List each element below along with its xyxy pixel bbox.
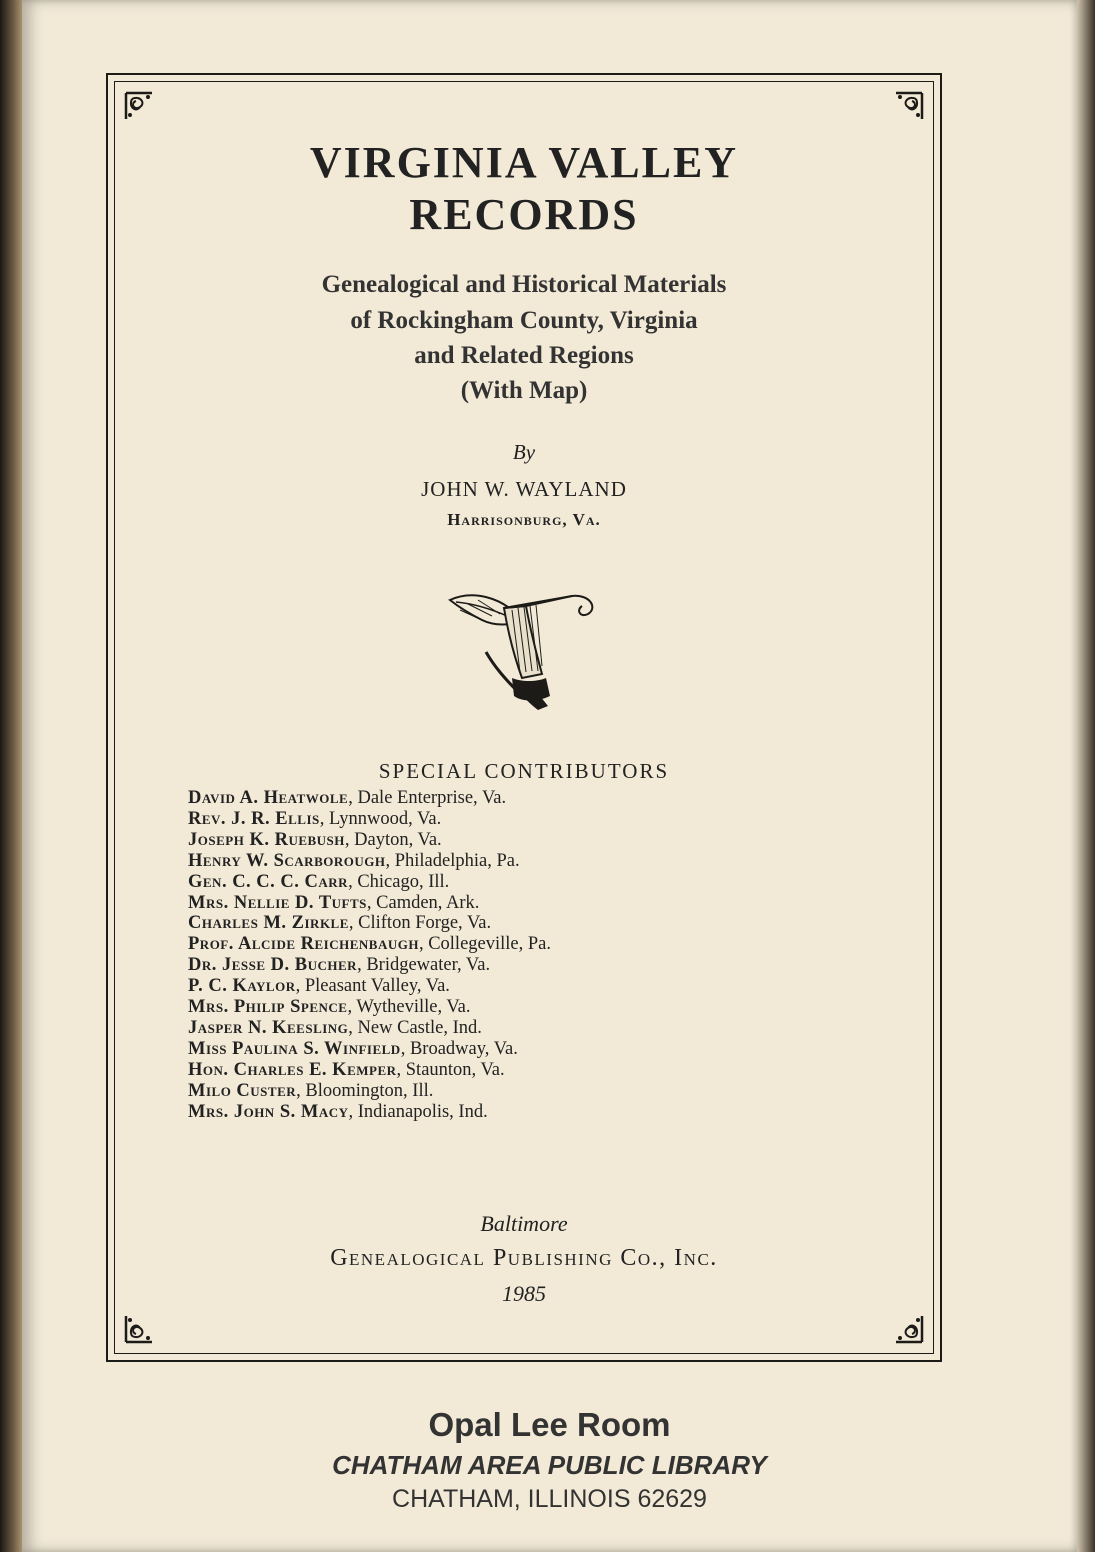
contributor-name: Milo Custer [188,1080,297,1101]
contributor-place: , Dayton, Va. [344,829,442,850]
corner-ornament-icon [884,89,926,131]
contributor-place: , Camden, Ark. [366,892,480,913]
contributor-name: Rev. J. R. Ellis [188,808,320,829]
imprint-year: 1985 [502,1281,546,1306]
book-spine [0,0,22,1552]
contributor-name: Jasper N. Keesling [188,1017,349,1038]
contributor-name: P. C. Kaylor [188,976,296,997]
contributor-entry [188,976,748,997]
contributors-list [188,788,748,1123]
contributor-entry [188,1060,748,1081]
contributor-place: , Dale Enterprise, Va. [348,788,507,808]
contributor-name: Miss Paulina S. Winfield [188,1038,401,1059]
contributor-name: Mrs. John S. Macy [188,1101,349,1122]
contributor-place: , Pleasant Valley, Va. [295,976,450,997]
contributors-heading: SPECIAL CONTRIBUTORS [378,759,670,783]
contributor-name: Mrs. Nellie D. Tufts [188,892,367,913]
stamp-address: CHATHAM, ILLINOIS 62629 [392,1485,707,1513]
contributor-entry [188,872,748,893]
author-name: JOHN W. WAYLAND [421,477,627,501]
contributor-place: , Bridgewater, Va. [357,955,491,976]
author-place: Harrisonburg, Va. [447,510,601,529]
imprint-publisher: Genealogical Publishing Co., Inc. [330,1245,718,1271]
book-title-line-1: VIRGINIA VALLEY [309,138,739,187]
contributor-entry [188,788,748,809]
contributor-name: Henry W. Scarborough [188,850,386,871]
contributor-place: , Wytheville, Va. [347,997,471,1018]
quill-and-scroll-icon [442,586,602,714]
contributor-place: , New Castle, Ind. [348,1017,482,1038]
contributor-place: , Indianapolis, Ind. [348,1101,488,1122]
contributor-name: Joseph K. Ruebush [188,829,345,850]
contributor-entry [188,955,748,976]
contributor-place: , Broadway, Va. [400,1038,518,1059]
contributor-name: Gen. C. C. C. Carr [188,871,349,892]
subtitle-line-3: and Related Regions [414,342,634,369]
contributor-place: , Collegeville, Pa. [418,934,552,955]
page-border [106,73,942,1362]
contributor-entry [188,997,748,1018]
subtitle-line-1: Genealogical and Historical Materials [321,271,727,298]
contributor-place: , Clifton Forge, Va. [348,913,492,934]
contributor-entry [188,913,748,934]
corner-ornament-icon [122,89,164,131]
stamp-room: Opal Lee Room [428,1406,671,1443]
contributor-entry [188,1039,748,1060]
contributor-entry [188,934,748,955]
contributor-entry [188,893,748,914]
contributor-name: Prof. Alcide Reichenbaugh [188,934,419,955]
contributor-place: , Chicago, Ill. [348,871,450,892]
contributor-place: , Staunton, Va. [396,1059,505,1080]
contributor-name: Hon. Charles E. Kemper [188,1059,397,1080]
contributor-place: , Lynnwood, Va. [319,808,442,829]
contributor-name: David A. Heatwole [188,788,349,808]
subtitle-line-2: of Rockingham County, Virginia [350,307,698,334]
subtitle-line-4: (With Map) [460,377,588,404]
corner-ornament-icon [884,1304,926,1346]
contributor-name: Dr. Jesse D. Bucher [188,955,358,976]
contributor-entry [188,851,748,872]
stamp-library: CHATHAM AREA PUBLIC LIBRARY [332,1450,767,1480]
contributor-place: , Bloomington, Ill. [296,1080,434,1101]
corner-ornament-icon [122,1304,164,1346]
contributor-entry [188,809,748,830]
contributor-entry [188,1102,748,1123]
byline-by: By [512,440,536,464]
contributor-name: Mrs. Philip Spence [188,997,348,1018]
contributor-name: Charles M. Zirkle [188,913,349,934]
imprint-city: Baltimore [480,1211,568,1236]
book-title-line-2: RECORDS [409,190,639,239]
contributor-entry [188,1018,748,1039]
contributor-place: , Philadelphia, Pa. [385,850,520,871]
page-edge [1077,0,1095,1552]
contributor-entry [188,1081,748,1102]
contributor-entry [188,830,748,851]
